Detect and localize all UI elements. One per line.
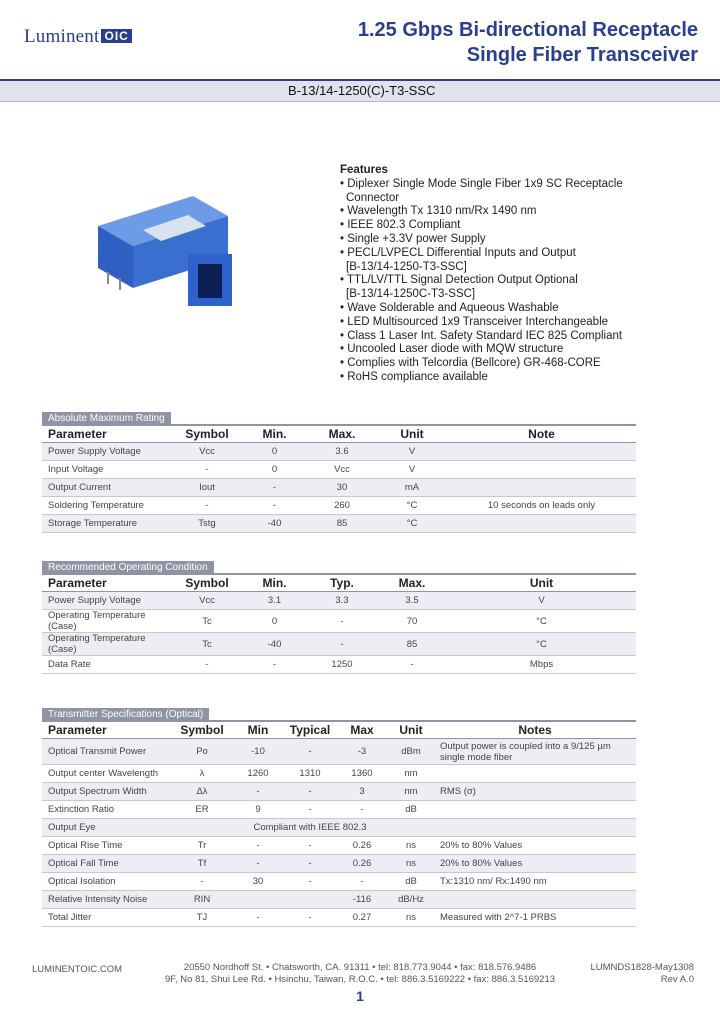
column-header: Min (232, 722, 284, 739)
column-header: Parameter (42, 722, 172, 739)
column-header: Min. (242, 575, 307, 592)
footer-address-line: 20550 Nordhoff St. • Chatsworth, CA. 91311 • tel: 818.773.9044 • fax: 818.576.9486 (183, 962, 537, 973)
table-cell: - (232, 837, 284, 855)
page-number: 1 (356, 988, 364, 1004)
feature-item: • IEEE 802.3 Compliant (340, 219, 461, 232)
table-cell: RMS (σ) (434, 783, 636, 801)
table-cell: Operating Temperature (Case) (42, 610, 172, 633)
recommended-operating-condition-table (42, 575, 636, 674)
table-cell: Measured with 2^7-1 PRBS (434, 909, 636, 927)
section-title: Recommended Operating Condition (42, 561, 214, 575)
table-cell: 0 (242, 610, 307, 633)
table-cell: Tc (172, 610, 242, 633)
table-cell: 3 (336, 783, 388, 801)
table-cell: °C (447, 610, 636, 633)
table-cell: Power Supply Voltage (42, 592, 172, 610)
part-number: B-13/14-1250(C)-T3-SSC (288, 83, 436, 98)
column-header: Typical (284, 722, 336, 739)
table-row (42, 873, 636, 891)
feature-item: [B-13/14-1250-T3-SSC] (346, 260, 467, 273)
table-cell: Δλ (172, 783, 232, 801)
table-cell: Tf (172, 855, 232, 873)
table-cell: - (242, 479, 307, 497)
column-header: Max. (307, 426, 377, 443)
table-cell: Output power is coupled into a 9/125 µm single mode fiber (434, 739, 636, 765)
table-row (42, 515, 636, 533)
feature-item: • PECL/LVPECL Differential Inputs and Output (340, 246, 576, 259)
table-cell: V (377, 443, 447, 461)
feature-item: • Diplexer Single Mode Single Fiber 1x9 SC Receptacle (340, 177, 623, 190)
feature-item: • Complies with Telcordia (Bellcore) GR-468-CORE (340, 357, 601, 370)
table-cell: Vcc (307, 461, 377, 479)
table-cell: °C (377, 515, 447, 533)
table-cell: Output Spectrum Width (42, 783, 172, 801)
footer-address-line: 9F, No 81, Shui Lee Rd. • Hsinchu, Taiwan, R.O.C. • tel: 886.3.5169222 • fax: 886.3.5169213 (164, 974, 556, 985)
table-cell: Soldering Temperature (42, 497, 172, 515)
table-cell: 0 (242, 443, 307, 461)
recommended-operating-condition-section (42, 561, 636, 674)
table-cell: - (242, 497, 307, 515)
column-header: Unit (447, 575, 636, 592)
table-row (42, 891, 636, 909)
table-cell: 3.3 (307, 592, 377, 610)
table-cell: 1260 (232, 765, 284, 783)
feature-item: • RoHS compliance available (340, 370, 488, 383)
table-row (42, 479, 636, 497)
table-cell: 30 (307, 479, 377, 497)
table-cell: -116 (336, 891, 388, 909)
table-cell: Optical Rise Time (42, 837, 172, 855)
table-cell (447, 461, 636, 479)
feature-item: • Single +3.3V power Supply (340, 232, 486, 245)
title-line-2: Single Fiber Transceiver (466, 44, 698, 66)
title-line-1: 1.25 Gbps Bi-directional Receptacle (357, 19, 698, 41)
absolute-maximum-rating-table (42, 426, 636, 533)
table-cell: 85 (307, 515, 377, 533)
table-cell: dB (388, 801, 434, 819)
table-cell: - (284, 801, 336, 819)
table-cell (447, 479, 636, 497)
feature-item: Connector (346, 191, 400, 204)
table-cell: dB/Hz (388, 891, 434, 909)
table-cell: Input Voltage (42, 461, 172, 479)
transceiver-product-image (88, 188, 238, 318)
table-row (42, 633, 636, 656)
table-cell: V (377, 461, 447, 479)
table-cell: nm (388, 765, 434, 783)
table-cell: Vcc (172, 592, 242, 610)
column-header: Notes (434, 722, 636, 739)
column-header: Note (447, 426, 636, 443)
table-cell: nm (388, 783, 434, 801)
table-cell: ER (172, 801, 232, 819)
table-cell: Operating Temperature (Case) (42, 633, 172, 656)
feature-item: • TTL/LV/TTL Signal Detection Output Optional (340, 274, 578, 287)
table-cell: Tstg (172, 515, 242, 533)
table-cell: Relative Intensity Noise (42, 891, 172, 909)
features-heading: Features (340, 164, 388, 176)
table-cell: λ (172, 765, 232, 783)
table-row (42, 592, 636, 610)
table-row (42, 819, 636, 837)
table-cell: 1360 (336, 765, 388, 783)
feature-item: • LED Multisourced 1x9 Transceiver Interchangeable (340, 315, 609, 328)
table-cell: Compliant with IEEE 802.3 (232, 819, 388, 837)
table-cell: mA (377, 479, 447, 497)
table-row (42, 497, 636, 515)
table-cell: dB (388, 873, 434, 891)
column-header: Parameter (42, 575, 172, 592)
table-cell: Po (172, 739, 232, 765)
section-title: Absolute Maximum Rating (42, 412, 171, 426)
table-cell: 70 (377, 610, 447, 633)
table-cell: - (336, 801, 388, 819)
table-row (42, 783, 636, 801)
table-cell: dBm (388, 739, 434, 765)
table-cell: Output center Wavelength (42, 765, 172, 783)
column-header: Min. (242, 426, 307, 443)
table-cell: - (284, 739, 336, 765)
feature-item: • Wavelength Tx 1310 nm/Rx 1490 nm (340, 205, 537, 218)
table-cell: - (307, 610, 377, 633)
table-cell: ns (388, 855, 434, 873)
column-header: Unit (377, 426, 447, 443)
table-cell: -3 (336, 739, 388, 765)
part-number-bar (0, 79, 720, 102)
table-cell: Vcc (172, 443, 242, 461)
table-cell: - (284, 837, 336, 855)
section-title: Transmitter Specifications (Optical) (42, 708, 209, 722)
footer-document-id (591, 962, 695, 986)
table-cell: Power Supply Voltage (42, 443, 172, 461)
document-number: LUMNDS1828-May1308 (590, 962, 694, 973)
table-cell: Tx:1310 nm/ Rx:1490 nm (434, 873, 636, 891)
column-header: Max. (377, 575, 447, 592)
transmitter-specifications-table (42, 722, 636, 927)
table-cell: 3.1 (242, 592, 307, 610)
table-cell: Output Current (42, 479, 172, 497)
column-header: Symbol (172, 426, 242, 443)
table-cell: Storage Temperature (42, 515, 172, 533)
table-cell (434, 801, 636, 819)
table-row (42, 461, 636, 479)
table-cell (172, 819, 232, 837)
table-row (42, 909, 636, 927)
page-header (0, 0, 720, 80)
table-cell (232, 891, 284, 909)
table-cell: - (172, 873, 232, 891)
column-header: Typ. (307, 575, 377, 592)
table-row (42, 443, 636, 461)
table-cell: - (284, 855, 336, 873)
table-cell: -40 (242, 515, 307, 533)
table-cell: °C (447, 633, 636, 656)
revision: Rev A.0 (660, 974, 694, 985)
logo-badge: OIC (101, 29, 131, 43)
table-cell: - (284, 909, 336, 927)
features-list (340, 164, 660, 385)
table-row (42, 837, 636, 855)
table-cell: ns (388, 909, 434, 927)
table-cell: - (336, 873, 388, 891)
table-cell: °C (377, 497, 447, 515)
table-cell: Optical Isolation (42, 873, 172, 891)
table-cell: - (232, 783, 284, 801)
table-cell: - (232, 855, 284, 873)
table-cell: Output Eye (42, 819, 172, 837)
column-header: Symbol (172, 575, 242, 592)
table-cell: 85 (377, 633, 447, 656)
table-cell: Mbps (447, 656, 636, 674)
footer-website: LUMINENTOIC.COM (32, 964, 123, 975)
table-cell: -10 (232, 739, 284, 765)
document-title (358, 18, 698, 68)
table-cell: - (377, 656, 447, 674)
table-row (42, 739, 636, 765)
feature-item: [B-13/14-1250C-T3-SSC] (346, 288, 476, 301)
table-cell: 1250 (307, 656, 377, 674)
table-cell (434, 765, 636, 783)
table-cell (434, 891, 636, 909)
table-cell: Total Jitter (42, 909, 172, 927)
table-cell: 10 seconds on leads only (447, 497, 636, 515)
table-cell: - (172, 656, 242, 674)
column-header: Parameter (42, 426, 172, 443)
table-cell: - (172, 497, 242, 515)
table-cell: 9 (232, 801, 284, 819)
transmitter-specifications-section (42, 708, 636, 927)
table-cell (434, 819, 636, 837)
table-cell: Iout (172, 479, 242, 497)
sc-port-opening (198, 264, 222, 298)
table-cell: 0.27 (336, 909, 388, 927)
table-cell: - (232, 909, 284, 927)
table-cell: Data Rate (42, 656, 172, 674)
table-cell: 0.26 (336, 837, 388, 855)
column-header: Unit (388, 722, 434, 739)
table-cell (284, 891, 336, 909)
table-cell (447, 515, 636, 533)
table-cell: 20% to 80% Values (434, 855, 636, 873)
logo-text: Luminent (24, 26, 100, 47)
absolute-maximum-rating-section (42, 412, 636, 533)
feature-item: • Uncooled Laser diode with MQW structure (340, 343, 564, 356)
table-cell: RIN (172, 891, 232, 909)
table-cell: - (242, 656, 307, 674)
table-cell: 0.26 (336, 855, 388, 873)
table-cell: 1310 (284, 765, 336, 783)
table-cell: 260 (307, 497, 377, 515)
table-cell: 20% to 80% Values (434, 837, 636, 855)
table-cell: - (284, 783, 336, 801)
table-row (42, 855, 636, 873)
table-row (42, 765, 636, 783)
table-cell: - (284, 873, 336, 891)
table-cell: Optical Fall Time (42, 855, 172, 873)
table-cell: Tr (172, 837, 232, 855)
table-cell: Optical Transmit Power (42, 739, 172, 765)
table-cell: - (307, 633, 377, 656)
table-cell: TJ (172, 909, 232, 927)
table-cell: Extinction Ratio (42, 801, 172, 819)
feature-item: • Class 1 Laser Int. Safety Standard IEC 825 Compliant (340, 329, 623, 342)
table-cell: 30 (232, 873, 284, 891)
table-row (42, 801, 636, 819)
table-cell: Tc (172, 633, 242, 656)
table-cell: -40 (242, 633, 307, 656)
column-header: Max (336, 722, 388, 739)
table-cell: 3.5 (377, 592, 447, 610)
company-logo (24, 26, 132, 48)
table-cell: 3.6 (307, 443, 377, 461)
table-cell (447, 443, 636, 461)
page-footer (0, 962, 720, 1012)
table-cell: 0 (242, 461, 307, 479)
table-cell: ns (388, 837, 434, 855)
table-cell (388, 819, 434, 837)
column-header: Symbol (172, 722, 232, 739)
table-row (42, 610, 636, 633)
feature-item: • Wave Solderable and Aqueous Washable (340, 301, 559, 314)
table-row (42, 656, 636, 674)
table-cell: - (172, 461, 242, 479)
table-cell: V (447, 592, 636, 610)
